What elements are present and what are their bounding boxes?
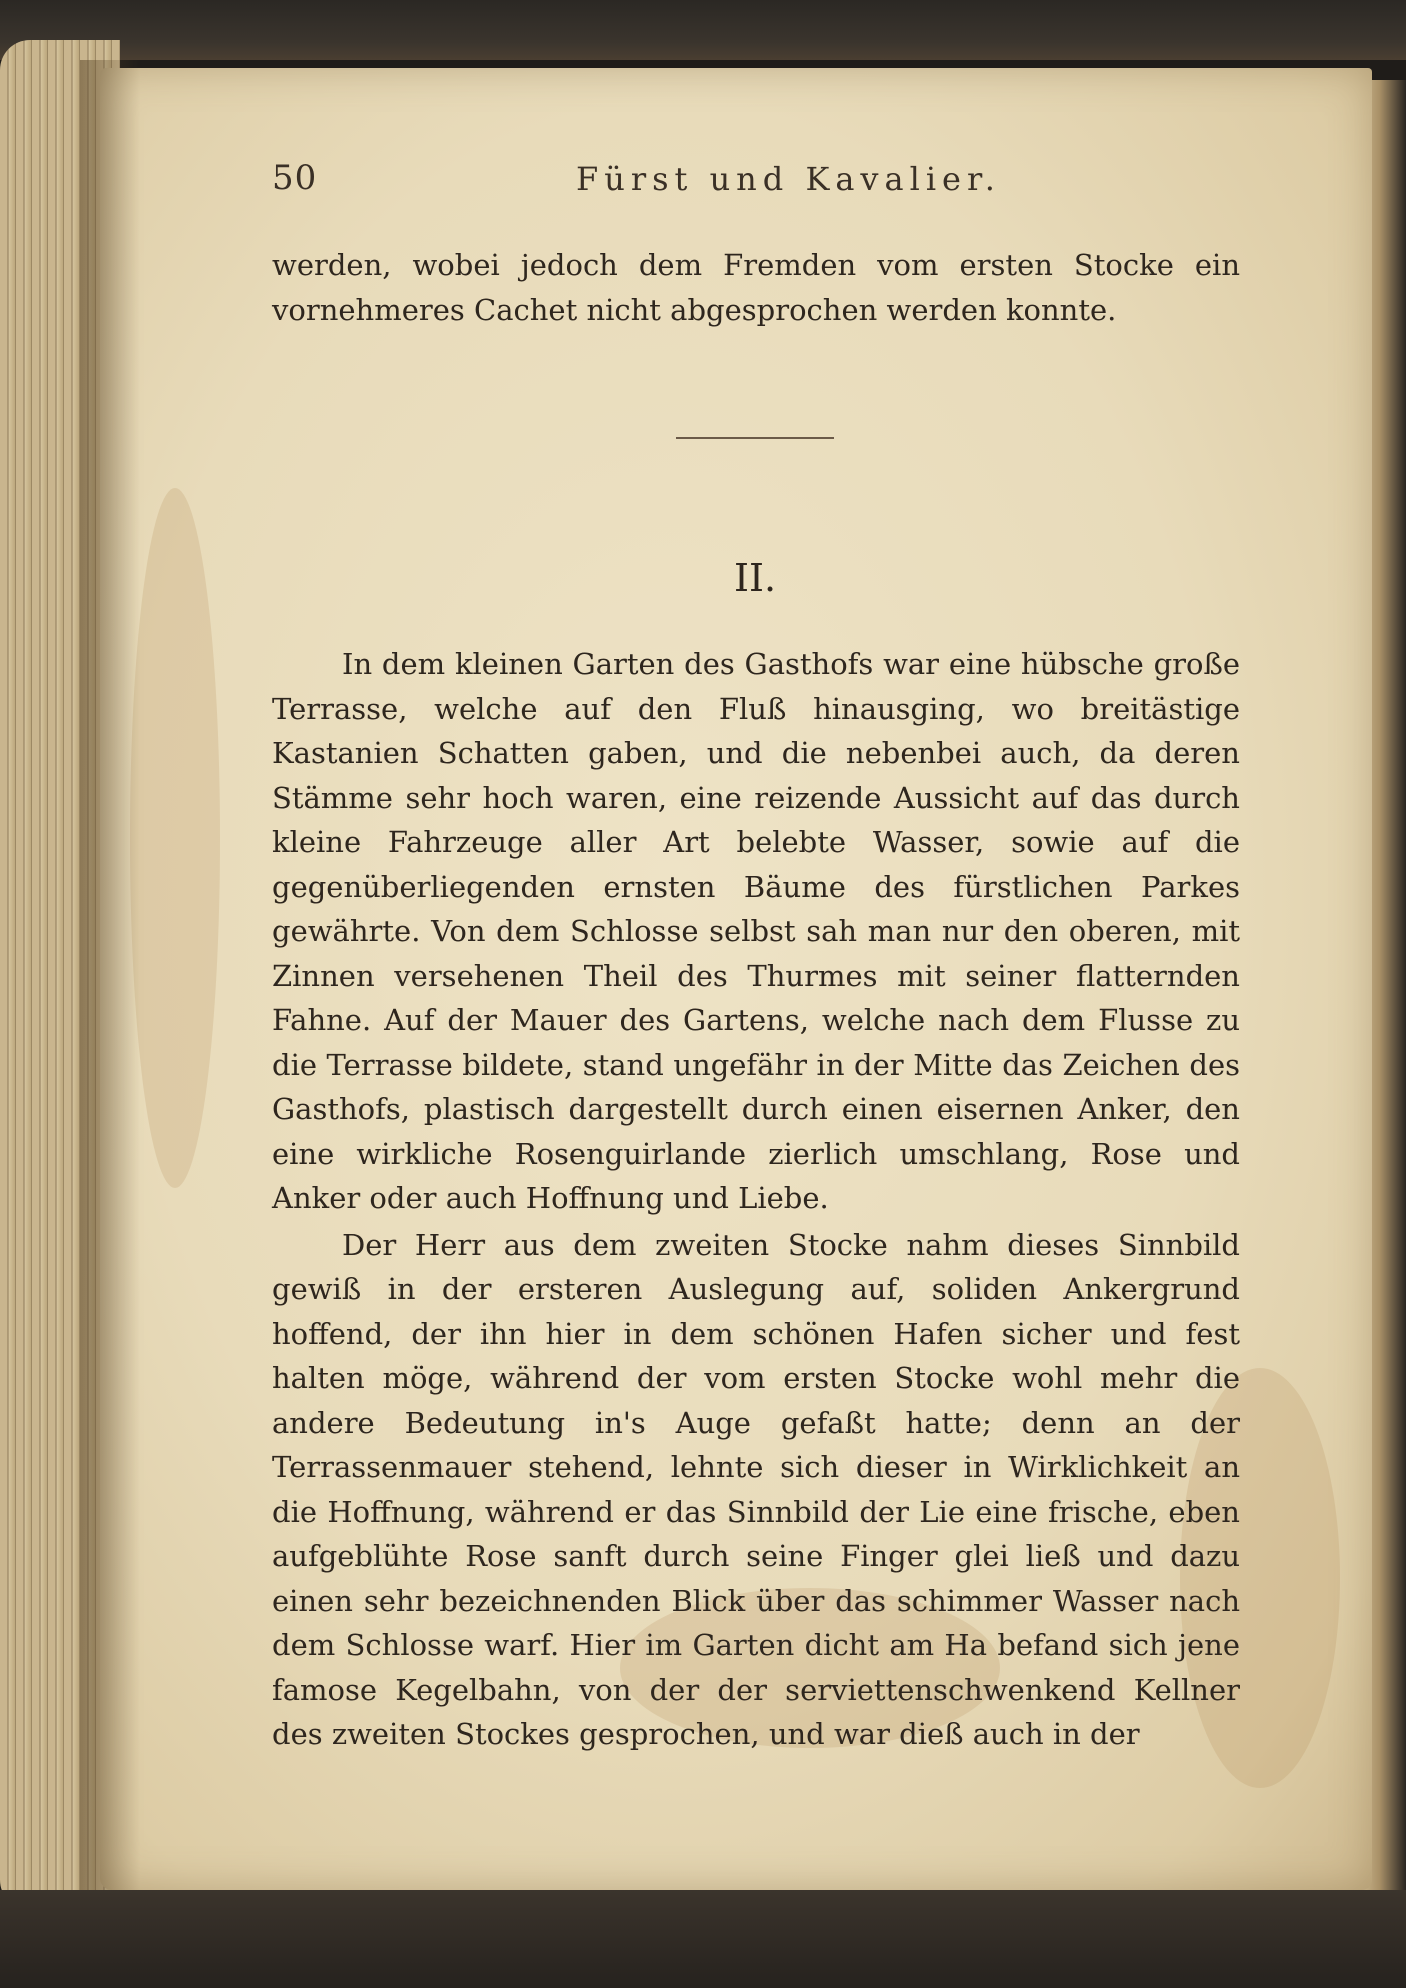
book-cover-top [0,0,1406,60]
spine-shadow [80,60,140,1900]
paper-stain [130,488,220,1188]
chapter-body [272,642,1240,1757]
paragraph-2: Der Herr aus dem zweiten Stocke nahm dieses Sinnbild gewiß in der ersteren Auslegung auf, soliden Ankergrund hoffend, der ihn hier in dem schönen Hafen sicher und fest halten möge, während der vom ersten Stocke wohl mehr die andere Bedeutung in's Auge gefaßt hatte; denn an der Terrassenmauer stehend, lehnte sich dieser in Wirklichkeit an die Hoffnung, während er das Sinnbild der Lie eine frische, eben aufgeblühte Rose sanft durch seine Finger glei ließ und dazu einen sehr bezeichnenden Blick über das schimmer Wasser nach dem Schlosse warf. Hier im Garten dicht am Ha befand sich jene famose Kegelbahn, von der der serviettenschwenkend Kellner des zweiten Stockes gesprochen, und war dieß auch in der [272,1227,1240,1751]
page-number: 50 [272,158,318,198]
section-divider [676,437,834,439]
running-head [272,158,1272,208]
book-cover-bottom [0,1890,1406,1988]
running-title: Fürst und Kavalier. [576,160,1001,198]
chapter-heading: II. [733,556,777,600]
paragraph-1: In dem kleinen Garten des Gasthofs war eine hübsche große Terrasse, welche auf den Fluß hinausging, wo breitästige Kastanien Schatten gaben, und die nebenbei auch, da deren Stämme sehr hoch waren, eine reizende Aussicht auf das durch kleine Fahrzeuge aller Art belebte Wasser, sowie auf die gegenüberliegenden ernsten Bäume des fürstlichen Parkes gewährte. Von dem Schlosse selbst sah man nur den oberen, mit Zinnen versehenen Theil des Thurmes mit seiner flatternden Fahne. Auf der Mauer des Gartens, welche nach dem Flusse zu die Terrasse bildete, stand ungefähr in der Mitte das Zeichen des Gasthofs, plastisch dargestellt durch einen eisernen Anker, den eine wirkliche Rosenguirlande zierlich umschlang, Rose und Anker oder auch Hoffnung und Liebe. [272,647,1240,1215]
continuation-paragraph: werden, wobei jedoch dem Fremden vom ersten Stocke ein vornehmeres Cachet nicht abgesprochen werden konnte. [272,248,1240,327]
